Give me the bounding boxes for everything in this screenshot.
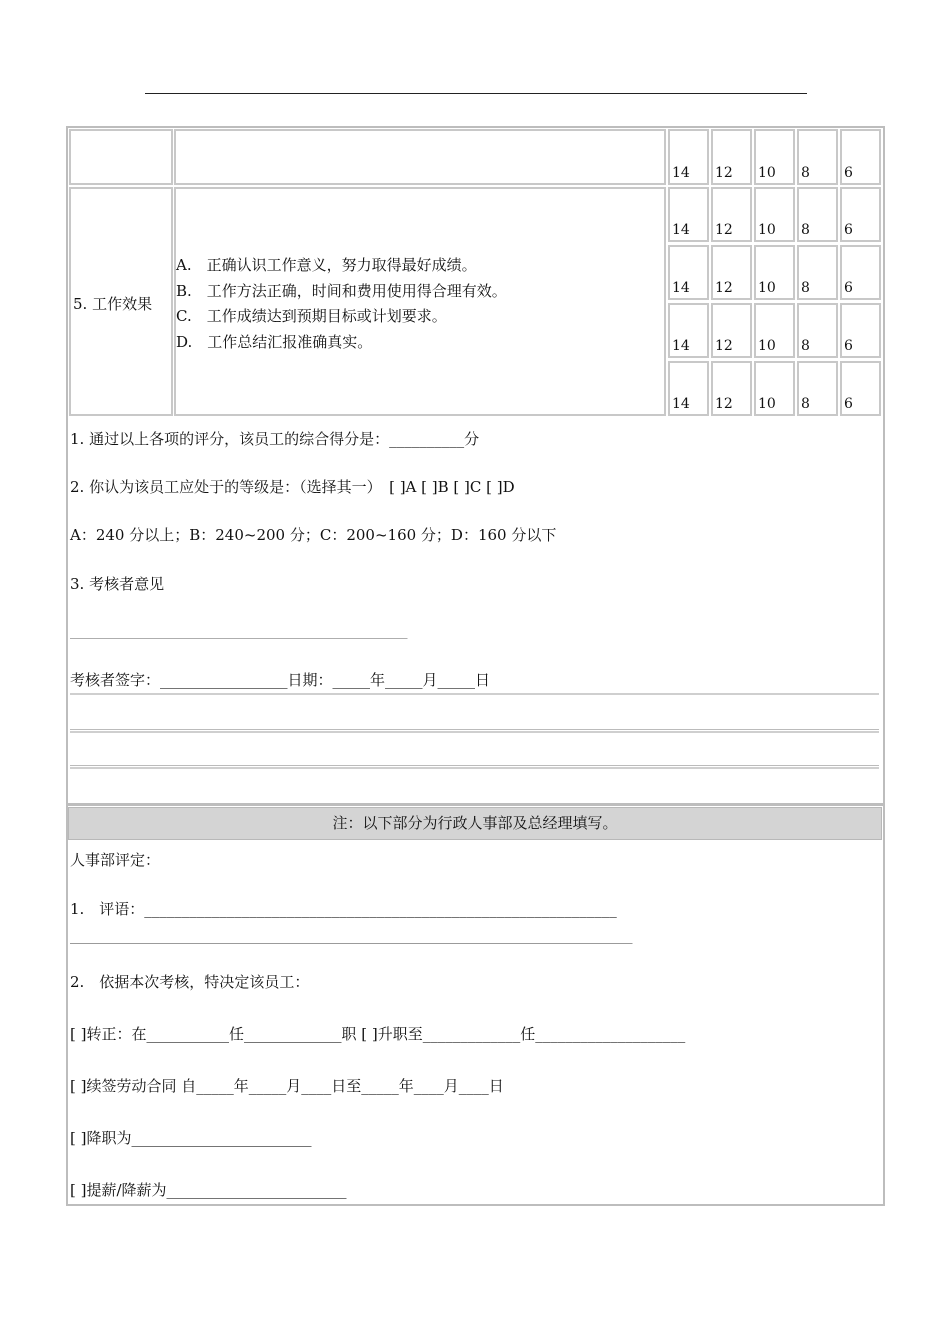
grade-choice-line: 2. 你认为该员工应处于的等级是：（选择其一） [ ]A [ ]B [ ]C [ ]D	[70, 478, 515, 496]
score-cell	[754, 187, 795, 242]
item5-label: 5. 工作效果	[73, 295, 153, 313]
score-cell	[754, 245, 795, 300]
score-cell	[797, 361, 838, 416]
score-cell	[754, 129, 795, 185]
score-cell	[711, 361, 752, 416]
score-value: 12	[715, 396, 733, 412]
score-value: 10	[758, 222, 776, 238]
score-value: 8	[801, 338, 810, 354]
score-value: 8	[801, 396, 810, 412]
blank-row-divider	[70, 693, 879, 695]
header-rule	[145, 93, 807, 94]
score-value: 8	[801, 280, 810, 296]
score-cell	[840, 245, 881, 300]
score-value: 14	[672, 165, 690, 181]
score-cell	[668, 245, 709, 300]
score-cell	[668, 129, 709, 185]
reviewer-opinion-blank: _____________________________________________	[70, 621, 408, 639]
score-value: 12	[715, 280, 733, 296]
score-cell	[711, 303, 752, 358]
hr-comment-line: 1. 评语：_______________________________________________________________	[70, 900, 617, 918]
hr-decision-heading: 2. 依据本次考核，特决定该员工：	[70, 973, 310, 991]
hr-comment-blank: ___________________________________________________________________________	[70, 926, 633, 944]
blank-row-divider	[70, 767, 879, 769]
score-value: 10	[758, 165, 776, 181]
blank-row-divider	[70, 731, 879, 733]
reviewer-signature-line: 考核者签字：_________________日期：_____年_____月_____日	[70, 671, 491, 689]
hr-title: 人事部评定：	[70, 851, 161, 869]
score-cell	[754, 303, 795, 358]
score-value: 12	[715, 165, 733, 181]
prev-item-criteria-cell	[174, 129, 666, 185]
prev-item-label-cell	[69, 129, 173, 185]
score-cell	[711, 187, 752, 242]
blank-row-divider	[70, 729, 879, 730]
score-cell	[840, 303, 881, 358]
score-cell	[840, 187, 881, 242]
score-cell	[797, 245, 838, 300]
score-value: 10	[758, 396, 776, 412]
hr-option-salary: [ ]提薪/降薪为________________________	[70, 1181, 347, 1199]
score-value: 10	[758, 338, 776, 354]
blank-row-divider	[70, 765, 879, 766]
item5-label-cell	[69, 187, 173, 416]
score-cell	[797, 187, 838, 242]
hr-option-confirm-promote: [ ]转正：在___________任_____________职 [ ]升职至_____________任____________________	[70, 1025, 686, 1043]
score-value: 14	[672, 222, 690, 238]
score-value: 8	[801, 165, 810, 181]
hr-option-demote: [ ]降职为________________________	[70, 1129, 312, 1147]
hr-option-renew-contract: [ ]续签劳动合同 自_____年_____月____日至_____年____月____日	[70, 1077, 504, 1095]
score-cell	[840, 129, 881, 185]
score-cell	[711, 129, 752, 185]
score-value: 10	[758, 280, 776, 296]
score-cell	[754, 361, 795, 416]
score-value: 14	[672, 280, 690, 296]
total-score-line: 1. 通过以上各项的评分，该员工的综合得分是：__________分	[70, 430, 480, 448]
grade-scale-line: A：240 分以上；B：240~200 分；C：200~160 分；D：160 分以下	[70, 526, 557, 544]
score-value: 14	[672, 338, 690, 354]
score-cell	[668, 187, 709, 242]
score-cell	[797, 129, 838, 185]
score-value: 8	[801, 222, 810, 238]
score-value: 6	[844, 280, 853, 296]
criterion-a: A. 正确认识工作意义，努力取得最好成绩。	[176, 256, 477, 274]
criterion-b: B. 工作方法正确，时间和费用使用得合理有效。	[176, 281, 507, 300]
score-value: 6	[844, 338, 853, 354]
score-value: 6	[844, 396, 853, 412]
score-cell	[668, 361, 709, 416]
note-banner: 注：以下部分为行政人事部及总经理填写。	[68, 807, 882, 840]
score-value: 12	[715, 222, 733, 238]
score-cell	[711, 245, 752, 300]
score-value: 6	[844, 165, 853, 181]
criterion-d: D. 工作总结汇报准确真实。	[176, 332, 373, 351]
reviewer-opinion-heading: 3. 考核者意见	[70, 575, 165, 593]
item5-criteria	[176, 253, 507, 355]
criterion-c: C. 工作成绩达到预期目标或计划要求。	[176, 307, 447, 325]
score-value: 6	[844, 222, 853, 238]
score-value: 12	[715, 338, 733, 354]
score-value: 14	[672, 396, 690, 412]
score-cell	[668, 303, 709, 358]
score-cell	[797, 303, 838, 358]
score-cell	[840, 361, 881, 416]
